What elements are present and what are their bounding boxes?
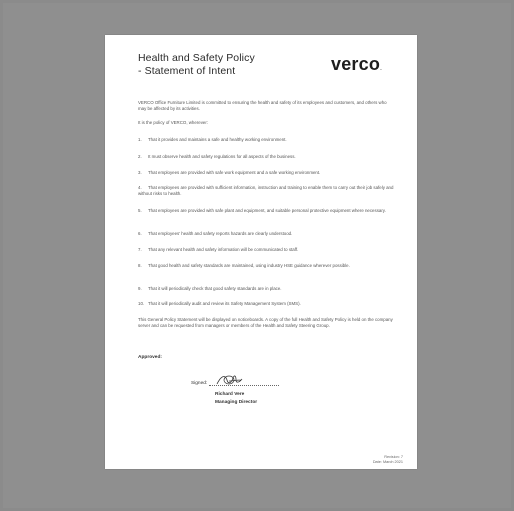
closing-paragraph: This General Policy Statement will be displayed on noticeboards. A copy of the full Health and Safety Policy is held on the company server and can be requested from managers or members of the Health and Safety Steering Group.	[138, 317, 393, 329]
policy-item	[138, 263, 400, 269]
item-text: That employees are provided with sufficient information, instruction and training to enable them to carry out their job safely and without risks to health.	[138, 185, 394, 197]
signatory-role: Managing Director	[215, 400, 258, 405]
policy-item	[138, 231, 400, 237]
policy-item	[138, 301, 400, 307]
item-number: 9.	[138, 286, 142, 291]
signatory-name: Richard Vere	[215, 392, 245, 397]
signature-line	[209, 385, 279, 386]
item-text: That it will periodically audit and review its Safety Management System (SMS).	[148, 301, 301, 306]
date-text: Date: March 2021	[372, 460, 403, 464]
policy-item	[138, 185, 400, 197]
viewer-canvas	[3, 3, 511, 508]
document-footer	[373, 455, 403, 465]
item-text: That any relevant health and safety information will be communicated to staff.	[148, 247, 299, 252]
page-title: Health and Safety Policy	[138, 52, 255, 64]
item-number: 5.	[138, 208, 142, 213]
policy-item	[138, 208, 400, 214]
item-text: That good health and safety standards are maintained, using industry HSE guidance wherever possible.	[148, 263, 350, 268]
intro-paragraph: VERCO Office Furniture Limited is committed to ensuring the health and safety of its employees and customers, and others who may be affected by its activities.	[138, 100, 387, 112]
approved-label: Approved:	[138, 355, 162, 360]
item-text: That employees are provided with safe work equipment and a safe working environment.	[148, 170, 321, 175]
document-page	[105, 35, 417, 469]
policy-item	[138, 247, 400, 253]
page-subtitle: - Statement of Intent	[138, 65, 236, 77]
item-number: 7.	[138, 247, 142, 252]
item-text: That employees' health and safety reports hazards are clearly understood.	[148, 231, 293, 236]
policy-lead: It is the policy of VERCO, wherever:	[138, 120, 209, 125]
company-logo	[331, 54, 382, 75]
item-number: 4.	[138, 185, 142, 190]
item-text: That it provides and maintains a safe and healthy working environment.	[148, 137, 287, 142]
policy-item	[138, 170, 400, 176]
item-text: That it will periodically check that good safety standards are in place.	[148, 286, 282, 291]
item-text: It must observe health and safety regulations for all aspects of the business.	[148, 154, 296, 159]
item-text: That employees are provided with safe plant and equipment, and suitable personal protective equipment where necessary.	[148, 208, 386, 213]
logo-text: verco	[331, 54, 381, 74]
signed-label: Signed:	[191, 381, 208, 386]
item-number: 6.	[138, 231, 142, 236]
signature-image	[215, 372, 255, 393]
logo-dot: .	[380, 65, 383, 72]
policy-item	[138, 137, 400, 143]
item-number: 8.	[138, 263, 142, 268]
item-number: 2.	[138, 154, 142, 159]
policy-item	[138, 154, 400, 160]
policy-item	[138, 286, 400, 292]
revision-text: Revision: 7	[384, 455, 403, 459]
item-number: 1.	[138, 137, 142, 142]
item-number: 3.	[138, 170, 142, 175]
item-number: 10.	[138, 301, 145, 306]
